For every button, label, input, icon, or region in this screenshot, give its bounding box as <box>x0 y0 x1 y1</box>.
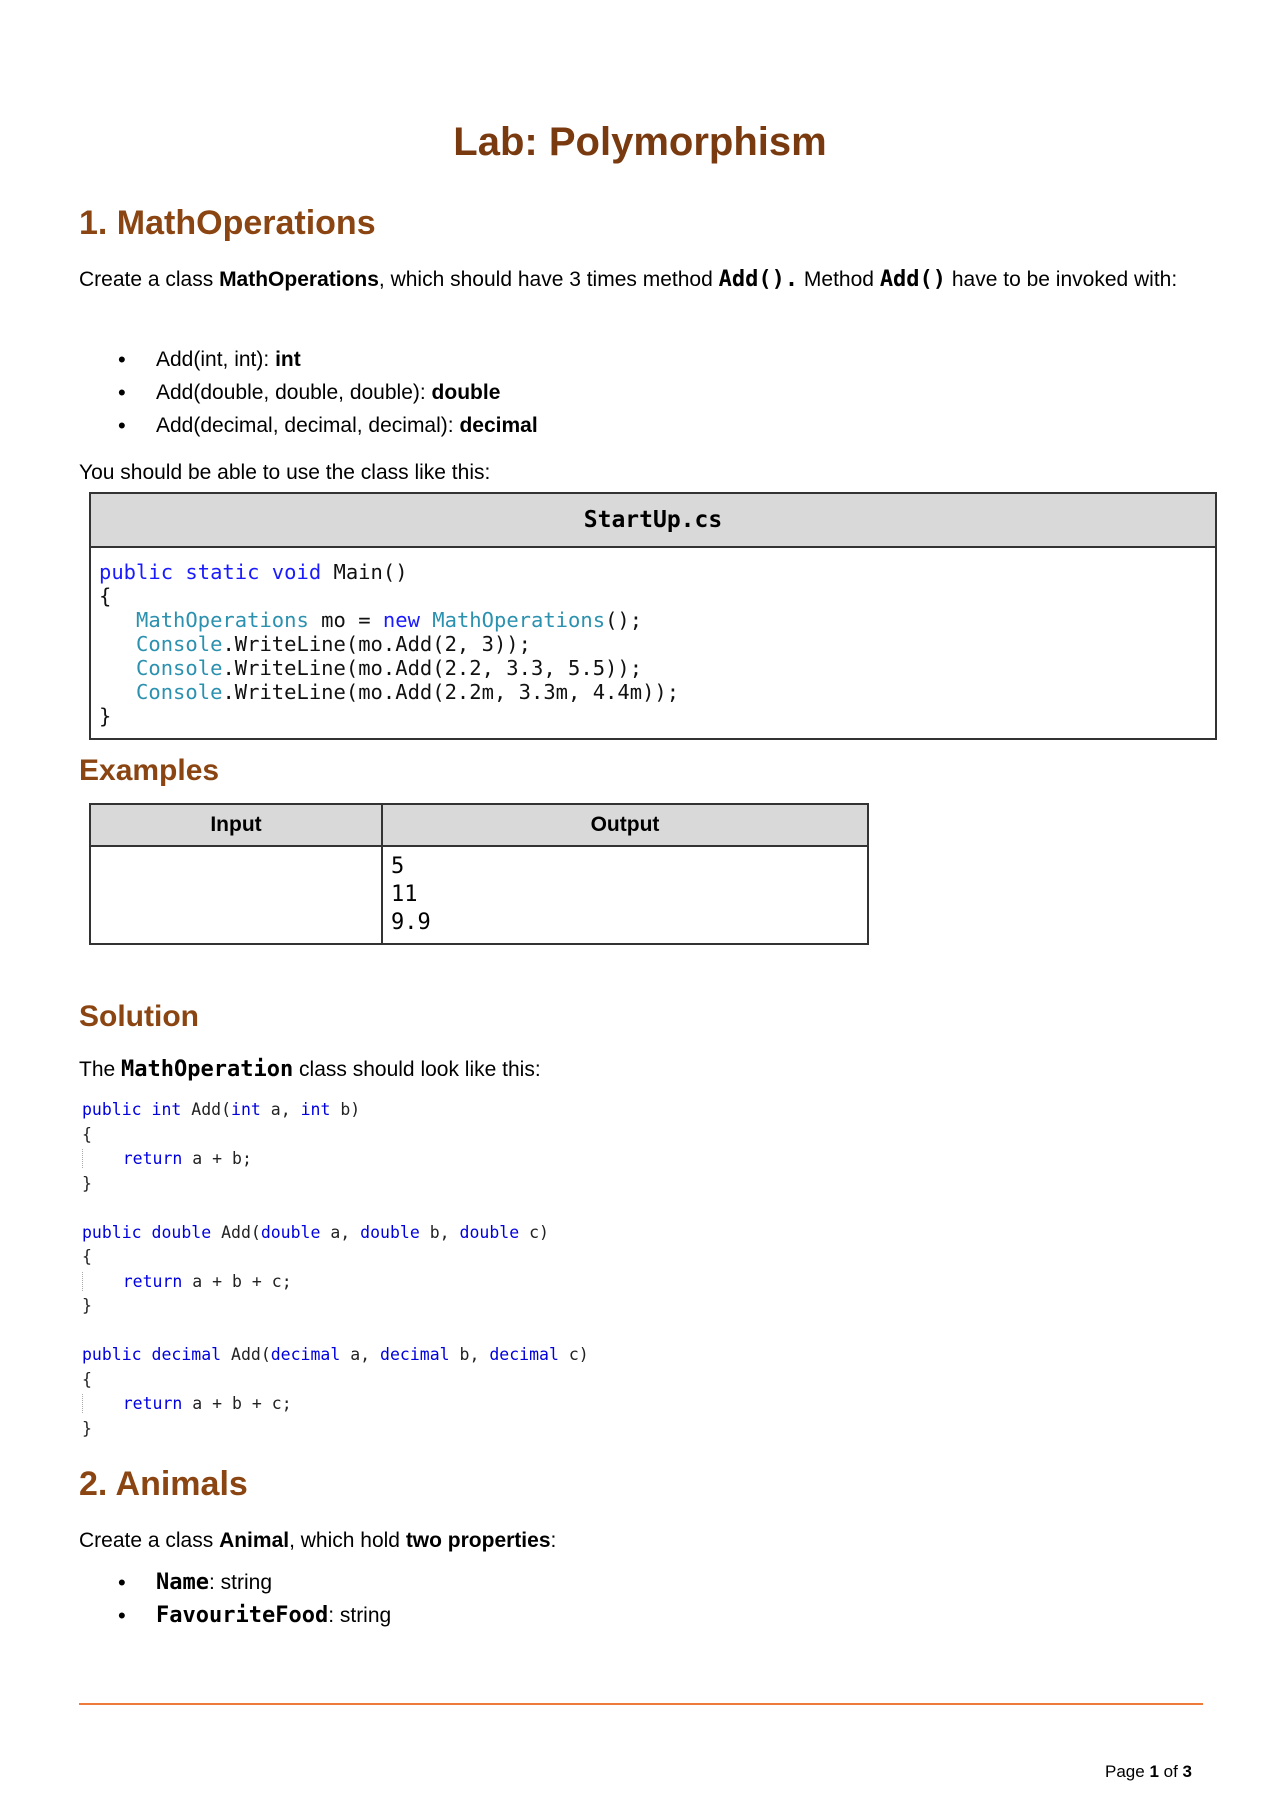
footer-divider <box>79 1703 1203 1705</box>
intro-class-name: MathOperations <box>219 268 379 291</box>
section1-intro <box>79 263 1209 296</box>
method-signature-list <box>79 343 538 442</box>
list-item: • Add(decimal, decimal, decimal): decimal <box>118 413 538 438</box>
solution-heading: Solution <box>79 1000 199 1033</box>
table-header-output: Output <box>382 804 868 846</box>
table-cell-output: 5 11 9.9 <box>382 846 868 944</box>
list-item: • Add(double, double, double): double <box>118 380 501 405</box>
examples-table <box>89 803 869 945</box>
intro-method-name: Add() <box>879 267 947 292</box>
solution-class-name: MathOperation <box>121 1057 294 1082</box>
intro-text: , which should have 3 times method <box>378 268 719 291</box>
page-title: Lab: Polymorphism <box>453 120 827 164</box>
table-header-input: Input <box>90 804 382 846</box>
intro-class-name: Animal <box>219 1529 290 1552</box>
list-item: • FavouriteFood: string <box>118 1603 392 1628</box>
code-box-title: StartUp.cs <box>91 494 1215 548</box>
property-list <box>79 1566 391 1632</box>
section-heading-animals: 2. Animals <box>79 1465 248 1503</box>
table-cell-input <box>90 846 382 944</box>
intro-method-name: Add(). <box>718 267 799 292</box>
solution-intro: The MathOperation class should look like this: <box>79 1057 541 1082</box>
page-number: Page 1 of 3 <box>1105 1762 1192 1781</box>
intro-text: have to be invoked with: <box>946 268 1178 291</box>
solution-code-block: public int Add(int a, int b) { return a + b; } public double Add(double a, double b, double c) { return a + b + c; } public decimal Add(decimal a, decimal b, decimal c) { return a + b + c; } <box>82 1100 589 1438</box>
usage-text: You should be able to use the class like this: <box>79 461 491 484</box>
code-block: public static void Main() { MathOperations mo = new MathOperations(); Console.WriteLine(mo.Add(2, 3)); Console.WriteLine(mo.Add(2.2, 3.3, 5.5)); Console.WriteLine(mo.Add(2.2m, 3.3m, 4.4m)); } <box>99 560 680 728</box>
intro-text: Create a class <box>79 268 220 291</box>
list-item: • Name: string <box>118 1570 273 1595</box>
section2-intro: Create a class Animal, which hold two properties: <box>79 1529 557 1552</box>
list-item: • Add(int, int): int <box>118 347 301 372</box>
examples-heading: Examples <box>79 754 220 787</box>
startup-code-box <box>89 492 1217 740</box>
intro-text: Method <box>798 268 880 291</box>
section-heading-mathoperations: 1. MathOperations <box>79 204 376 242</box>
